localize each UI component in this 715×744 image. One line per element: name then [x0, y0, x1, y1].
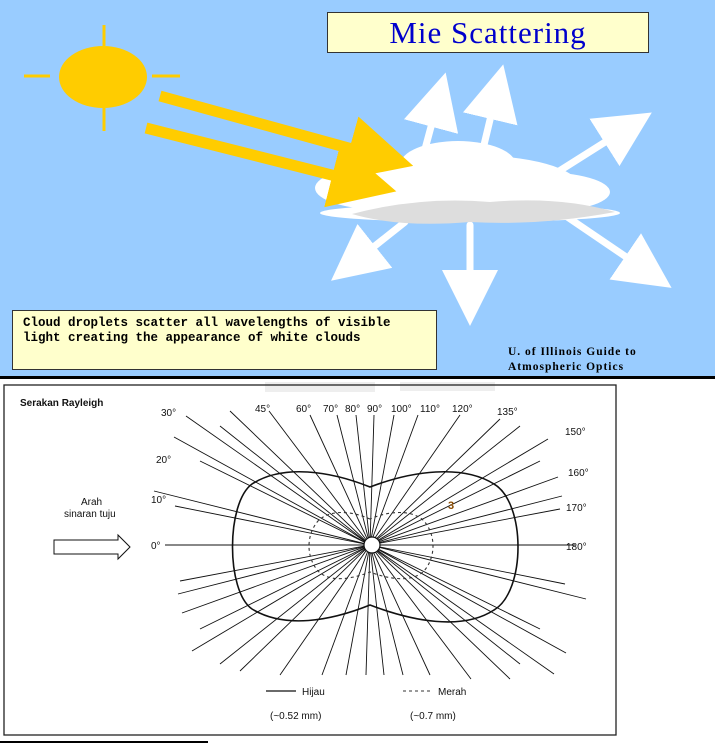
angle-label-60: 60°: [296, 404, 312, 415]
angle-label-30: 30°: [161, 408, 177, 419]
incident-label-line2: sinaran tuju: [64, 509, 116, 520]
angle-label-100: 100°: [391, 404, 412, 415]
angle-label-0: 0°: [151, 541, 161, 552]
credit-line-1: U. of Illinois Guide to: [508, 346, 637, 358]
rayleigh-title: Serakan Rayleigh: [20, 398, 104, 409]
legend-green-value: (~0.52 mm): [270, 711, 322, 722]
angle-label-10: 10°: [151, 495, 167, 506]
angle-label-180: 180°: [566, 542, 587, 553]
legend-red-value: (~0.7 mm): [410, 711, 456, 722]
angle-label-90: 90°: [367, 404, 383, 415]
angle-label-160: 160°: [568, 468, 589, 479]
credit-line-2: Atmospheric Optics: [508, 361, 625, 373]
legend-green-label: Hijau: [302, 687, 325, 698]
angle-label-120: 120°: [452, 404, 473, 415]
incident-label-line1: Arah: [81, 497, 103, 508]
scatterer-particle: [364, 537, 380, 553]
angle-label-150: 150°: [565, 427, 586, 438]
angle-label-110: 110°: [420, 404, 440, 415]
angle-label-135: 135°: [497, 407, 518, 418]
angle-label-170: 170°: [566, 503, 587, 514]
rayleigh-panel: [0, 379, 715, 744]
mie-title: Mie Scattering: [327, 12, 649, 53]
rayleigh-diagram: [0, 379, 715, 744]
angle-label-80: 80°: [345, 404, 361, 415]
legend: [266, 687, 466, 722]
sun-icon: [24, 25, 180, 131]
angle-label-20: 20°: [156, 455, 172, 466]
legend-red-label: Merah: [438, 687, 467, 698]
angle-label-70: 70°: [323, 404, 339, 415]
incident-arrow-icon: [54, 535, 130, 559]
angle-label-45: 45°: [255, 404, 271, 415]
source-credit: [508, 345, 708, 375]
annotation-mark: 3: [448, 500, 455, 512]
bottom-rule: [0, 741, 208, 743]
angle-labels: [151, 404, 589, 553]
mie-caption: Cloud droplets scatter all wavelengths of visible light creating the appearance of white clouds: [12, 310, 437, 370]
